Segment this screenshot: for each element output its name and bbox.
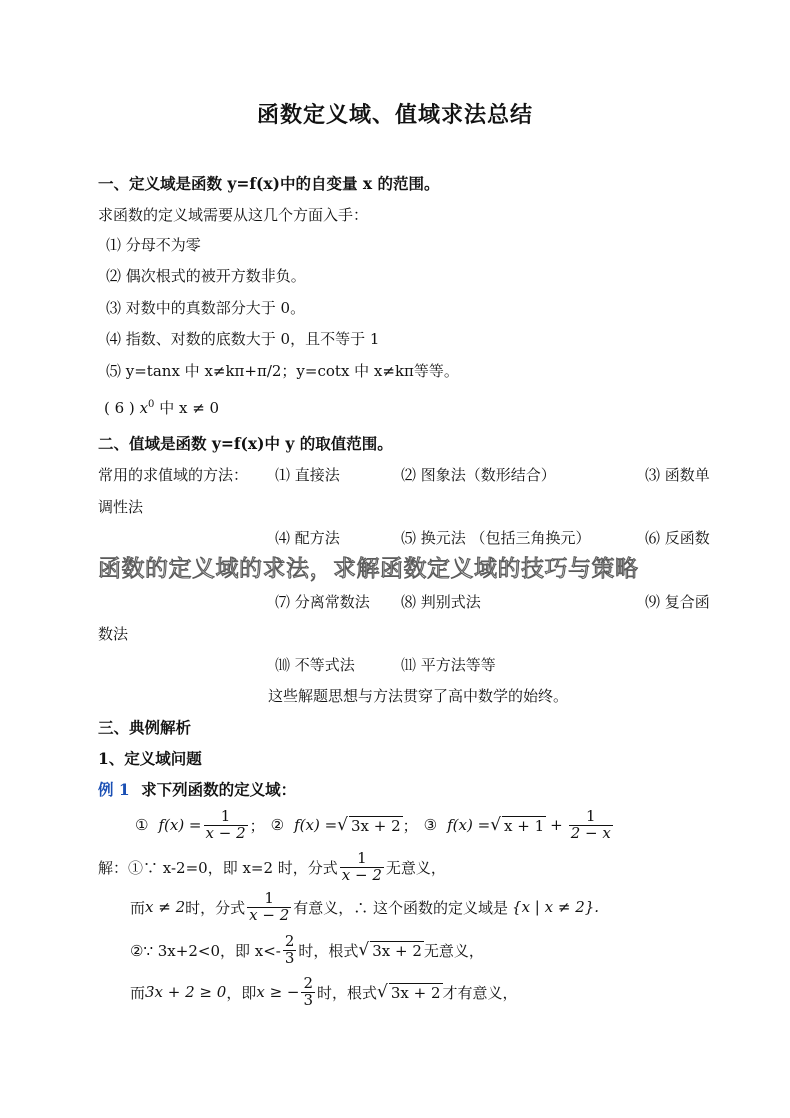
solution-radicand: 3x + 2 — [372, 941, 422, 960]
section-1-heading: 一、定义域是函数 y=f(x)中的自变量 x 的范围。 — [98, 174, 440, 193]
formula-3-plus: + — [550, 816, 563, 834]
domain-set: {x | x ≠ 2}. — [512, 898, 600, 916]
fraction-denominator: x − 2 — [205, 823, 246, 842]
formula-separator: ； — [249, 816, 265, 835]
formula-3-lhs: f(x) = — [447, 816, 491, 834]
solution-line-1 — [98, 846, 446, 888]
method-item: ⑴ 直接法 — [275, 466, 340, 484]
fraction-numerator: 1 — [357, 848, 367, 867]
formula-1-marker: ① — [135, 816, 149, 834]
solution-fraction — [340, 848, 384, 884]
solution-text: 时，根式 — [317, 983, 378, 1002]
formula-separator: ； — [402, 816, 418, 835]
solution-fraction — [283, 931, 297, 967]
method-item-continued: 调性法 — [98, 498, 144, 516]
method-item: ⑷ 配方法 — [275, 529, 340, 547]
fraction-denominator: 3 — [284, 948, 295, 967]
solution-text: 无意义， — [423, 941, 484, 960]
solution-text: 解：①∵ x-2=0，即 x=2 时，分式 — [98, 858, 338, 877]
formula-3-fraction — [569, 806, 613, 842]
page-title: 函数定义域、值域求法总结 — [256, 102, 533, 128]
rule-item: ⑴ 分母不为零 — [106, 236, 201, 254]
rule-item-6 — [104, 397, 219, 418]
example-label: 例 1 — [98, 780, 130, 799]
fraction-denominator: 3 — [303, 990, 314, 1009]
rule-item-6-base: x — [139, 399, 149, 417]
method-item: ⑹ 反函数 — [645, 529, 710, 547]
fraction-numerator: 2 — [284, 931, 295, 950]
solution-condition: x ≠ 2 — [145, 898, 186, 916]
fraction-denominator: x − 2 — [249, 905, 290, 924]
radical-sign: √ — [337, 815, 348, 835]
rule-item-6-number: ( 6 ) — [104, 399, 135, 417]
example-formulas — [135, 803, 615, 847]
section-2-heading: 二、值域是函数 y=f(x)中 y 的取值范围。 — [98, 434, 393, 453]
formula-1-lhs: f(x) = — [158, 816, 202, 834]
fraction-numerator: 2 — [303, 973, 314, 992]
radical-sign: √ — [377, 982, 388, 1002]
section-1-intro: 求函数的定义域需要从这几个方面入手： — [98, 206, 369, 224]
watermark-caption: 函数的定义域的求法，求解函数定义域的技巧与策略 — [98, 556, 639, 582]
method-item: ⑵ 图象法（数形结合） — [401, 466, 556, 484]
methods-closing: 这些解题思想与方法贯穿了高中数学的始终。 — [268, 687, 569, 705]
formula-2-lhs: f(x) = — [294, 816, 338, 834]
solution-line-2 — [130, 886, 599, 928]
formula-3-marker: ③ — [423, 816, 438, 834]
solution-text: 有意义，∴ 这个函数的定义域是 — [293, 898, 509, 917]
methods-lead: 常用的求值域的方法： — [98, 466, 249, 484]
method-item: ⑻ 判别式法 — [401, 593, 481, 611]
method-item: ⑺ 分离常数法 — [275, 593, 370, 611]
fraction-numerator: 1 — [264, 888, 274, 907]
solution-condition: x ≥ − — [256, 983, 300, 1001]
subsection-heading: 1、定义域问题 — [98, 749, 202, 768]
method-item-continued: 数法 — [98, 625, 129, 643]
fraction-denominator: x − 2 — [341, 865, 382, 884]
rule-item: ⑷ 指数、对数的底数大于 0，且不等于 1 — [106, 330, 380, 348]
section-3-heading: 三、典例解析 — [98, 718, 192, 737]
solution-condition: 3x + 2 ≥ 0 — [145, 983, 227, 1001]
rule-item-6-exponent: 0 — [148, 399, 155, 410]
solution-line-3 — [130, 929, 484, 971]
solution-text: 才有意义， — [442, 983, 518, 1002]
solution-text: 而 — [130, 898, 146, 917]
example-heading — [98, 778, 296, 800]
radical-sign: √ — [358, 940, 370, 960]
solution-text: ②∵ 3x+2<0，即 x<- — [130, 941, 281, 960]
solution-fraction — [247, 888, 291, 924]
solution-fraction — [301, 973, 315, 1009]
fraction-numerator: 1 — [586, 806, 596, 825]
formula-2-marker: ② — [270, 816, 285, 834]
rule-item-6-text: 中 x ≠ 0 — [159, 399, 220, 417]
method-item: ⑼ 复合函 — [645, 593, 710, 611]
rule-item: ⑵ 偶次根式的被开方数非负。 — [106, 267, 306, 285]
solution-text: 时，分式 — [185, 898, 246, 917]
example-text: 求下列函数的定义域： — [141, 780, 297, 799]
formula-3-radicand: x + 1 — [504, 816, 545, 835]
fraction-numerator: 1 — [220, 806, 231, 825]
formula-2-radicand: 3x + 2 — [351, 816, 401, 835]
solution-text: 无意义， — [385, 858, 446, 877]
method-item: ⑶ 函数单 — [645, 466, 710, 484]
method-item: ⑾ 平方法等等 — [401, 656, 496, 674]
formula-1-fraction — [204, 806, 248, 842]
solution-radicand: 3x + 2 — [390, 983, 441, 1002]
solution-text: 时，根式 — [298, 941, 359, 960]
method-item: ⑸ 换元法 （包括三角换元） — [401, 529, 591, 547]
solution-text: 而 — [130, 983, 146, 1002]
fraction-denominator: 2 − x — [570, 823, 611, 842]
radical-sign: √ — [490, 815, 502, 835]
rule-item: ⑶ 对数中的真数部分大于 0。 — [106, 299, 306, 317]
rule-item: ⑸ y=tanx 中 x≠kπ+π/2；y=cotx 中 x≠kπ等等。 — [106, 362, 459, 380]
method-item: ⑽ 不等式法 — [275, 656, 355, 674]
solution-line-4 — [130, 971, 518, 1013]
solution-text: ，即 — [226, 983, 257, 1002]
